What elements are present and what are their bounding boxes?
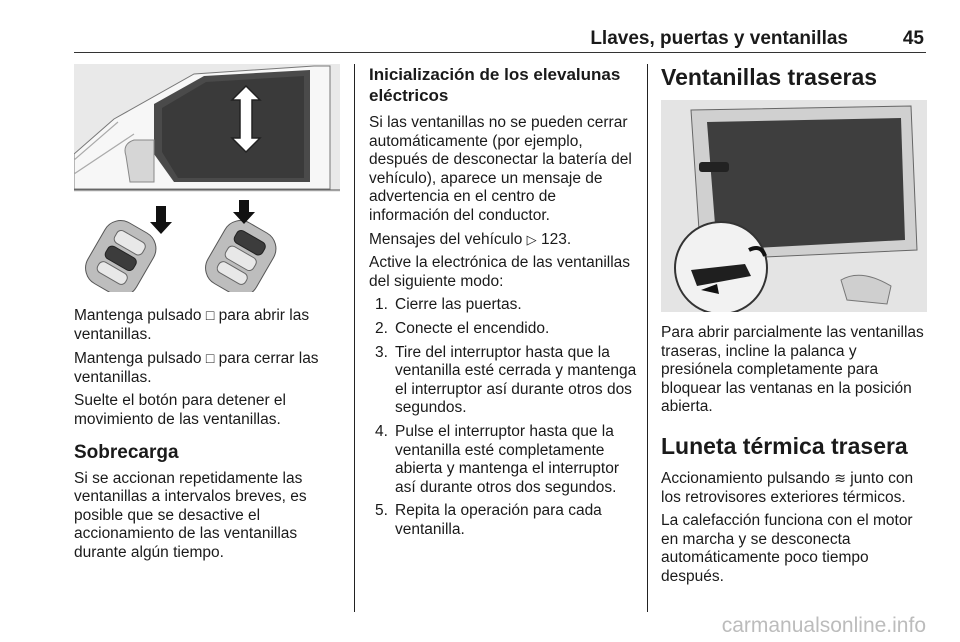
- header-title: Llaves, puertas y ventanillas: [590, 28, 848, 49]
- page-ref-icon: ▷: [526, 231, 537, 247]
- rear-windows-text: Para abrir parcialmente las ventanillas traseras, incline la palanca y presiónela completamente para bloquear las ventanas en la posición abierta.: [661, 324, 924, 416]
- column-divider: [647, 64, 648, 612]
- column-middle: [369, 64, 637, 544]
- watermark: carmanualsonline.info: [721, 614, 926, 637]
- list-item: 3. Tire del interruptor hasta que la ventanilla esté cerrada y mantenga el interruptor así durante otros dos segundos.: [375, 343, 637, 417]
- column-left: [74, 64, 344, 568]
- page-number: 45: [902, 28, 924, 49]
- section-heading-initialization: Inicialización de los elevalunas eléctricos: [369, 65, 621, 105]
- section-heading-rear-defrost: Luneta térmica trasera: [661, 432, 908, 459]
- window-open-icon: □: [205, 307, 215, 323]
- key-fob-illustration: [74, 200, 340, 292]
- list-item: 5. Repita la operación para cada ventanilla.: [375, 502, 602, 538]
- instruction-open: Mantenga pulsado □ para abrir las ventanillas.: [74, 307, 310, 343]
- section-heading-sobrecarga: Sobrecarga: [74, 441, 179, 463]
- page-header: [74, 26, 926, 53]
- rear-defrost-icon: ≋: [834, 469, 846, 486]
- window-close-icon: □: [205, 350, 215, 367]
- init-intro-text: Si las ventanillas no se pueden cerrar automáticamente (por ejemplo, después de desconectar la batería del vehículo), aparece un mensaje de advertencia en el centro de información del conductor.: [369, 114, 632, 224]
- activate-text: Active la electrónica de las ventanillas del siguiente modo:: [369, 254, 631, 290]
- list-item: 4. Pulse el interruptor hasta que la ventanilla esté completamente abierta y mantenga el interruptor así durante otros dos segundos.: [375, 422, 620, 496]
- instruction-close: Mantenga pulsado □ para cerrar las ventanillas.: [74, 350, 319, 386]
- heating-text: La calefacción funciona con el motor en marcha y se desconecta automáticamente poco tiempo después.: [661, 512, 913, 585]
- overload-text: Si se accionan repetidamente las ventanillas a intervalos breves, es posible que se desactive el accionamiento de las ventanillas durante algún tiempo.: [74, 469, 307, 561]
- instruction-stop: Suelte el botón para detener el movimiento de las ventanillas.: [74, 392, 286, 428]
- rear-window-illustration: [661, 100, 927, 312]
- list-item: 1. Cierre las puertas.: [375, 296, 522, 314]
- rear-defrost-text: Accionamiento pulsando ≋ junto con los retrovisores exteriores térmicos.: [661, 469, 914, 506]
- section-heading-rear-windows: Ventanillas traseras: [661, 64, 878, 90]
- steps-list: [369, 296, 637, 539]
- column-divider: [354, 64, 355, 612]
- door-window-illustration: [74, 64, 340, 194]
- list-item: 2. Conecte el encendido.: [375, 319, 550, 337]
- column-right: [661, 64, 927, 592]
- vehicle-messages-ref: Mensajes del vehículo ▷ 123.: [369, 230, 572, 248]
